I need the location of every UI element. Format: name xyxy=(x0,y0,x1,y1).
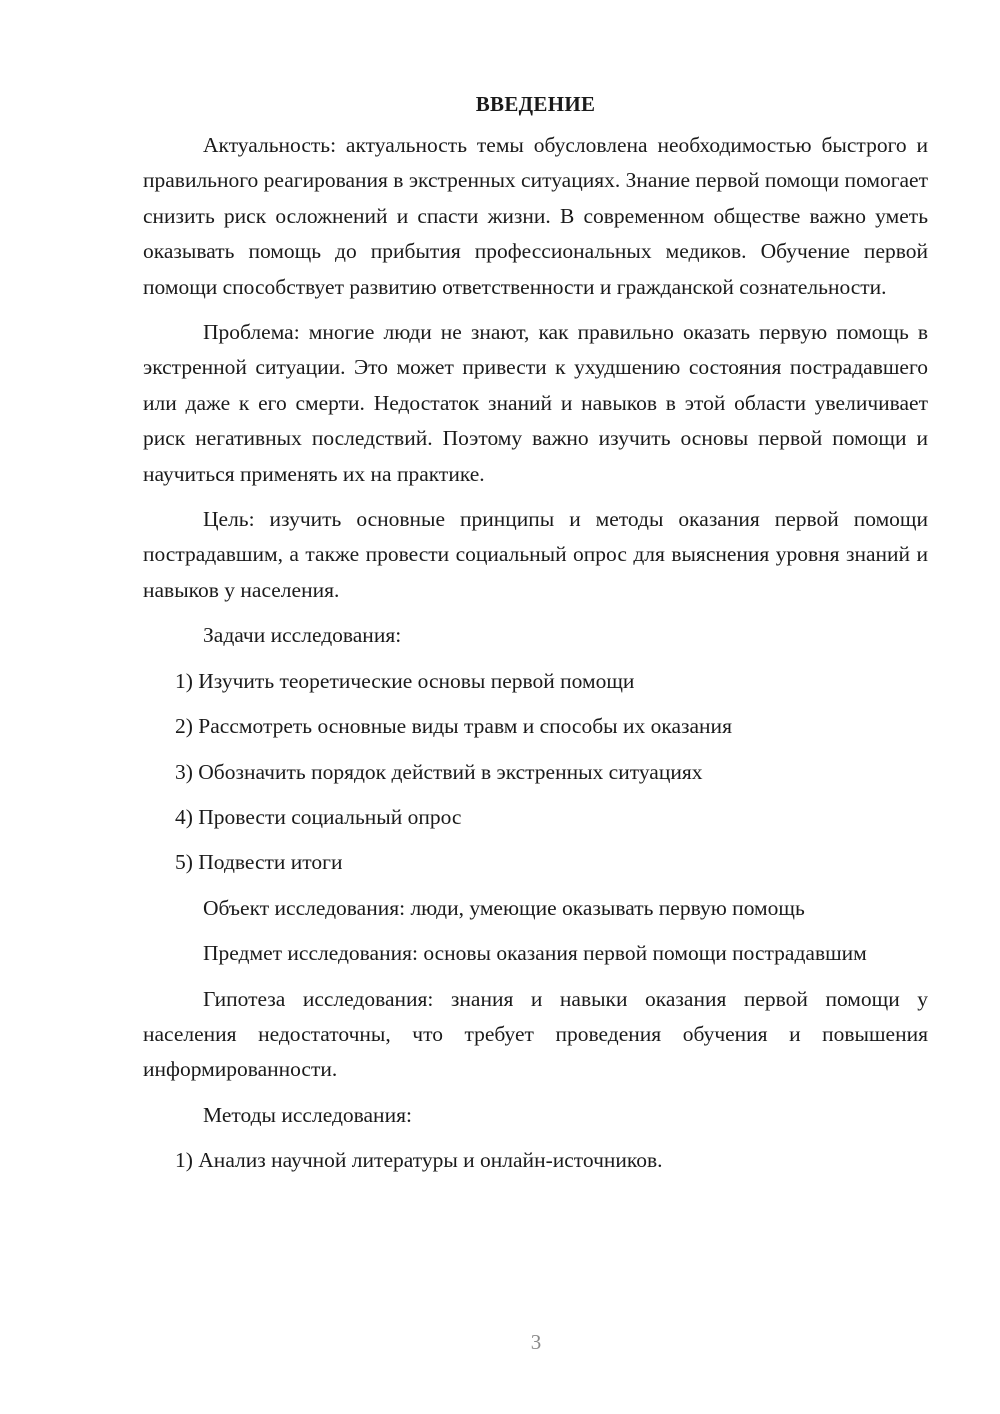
task-item-5: 5) Подвести итоги xyxy=(175,850,343,875)
goal-paragraph: Цель: изучить основные принципы и методы оказания первой помощи пострадавшим, а также провести социальный опрос для выяснения уровня знаний и навыков у населения. xyxy=(143,507,928,602)
document-page xyxy=(143,90,928,1189)
hypothesis-paragraph: Гипотеза исследования: знания и навыки оказания первой помощи у населения недостаточны, что требует проведения обучения и повышения информированности. xyxy=(143,986,928,1082)
relevance-paragraph: Актуальность: актуальность темы обусловлена необходимостью быстрого и правильного реагирования в экстренных ситуациях. Знание первой помощи помогает снизить риск осложнений и спасти жизни. В современном обществе важно уметь оказывать помощь до прибытия профессиональных медиков. Обучение первой помощи способствует развитию ответственности и гражданской сознательности. xyxy=(143,133,928,299)
subject-paragraph: Предмет исследования: основы оказания первой помощи пострадавшим xyxy=(203,941,867,966)
problem-paragraph: Проблема: многие люди не знают, как правильно оказать первую помощь в экстренной ситуации. Это может привести к ухудшению состояния пострадавшего или даже к его смерти. Недостаток знаний и навыков в этой области увеличивает риск негативных последствий. Поэтому важно изучить основы первой помощи и научиться применять их на практике. xyxy=(143,320,928,486)
object-paragraph: Объект исследования: люди, умеющие оказывать первую помощь xyxy=(203,895,805,920)
tasks-heading: Задачи исследования: xyxy=(203,623,402,648)
page-number: 3 xyxy=(530,1330,542,1354)
section-heading: ВВЕДЕНИЕ xyxy=(475,92,596,116)
methods-heading: Методы исследования: xyxy=(203,1102,412,1127)
task-item-4: 4) Провести социальный опрос xyxy=(175,804,462,829)
task-item-1: 1) Изучить теоретические основы первой помощи xyxy=(175,668,635,693)
method-item-1: 1) Анализ научной литературы и онлайн-источников. xyxy=(175,1148,663,1173)
task-item-2: 2) Рассмотреть основные виды травм и способы их оказания xyxy=(175,714,732,739)
task-item-3: 3) Обозначить порядок действий в экстренных ситуациях xyxy=(175,759,703,784)
